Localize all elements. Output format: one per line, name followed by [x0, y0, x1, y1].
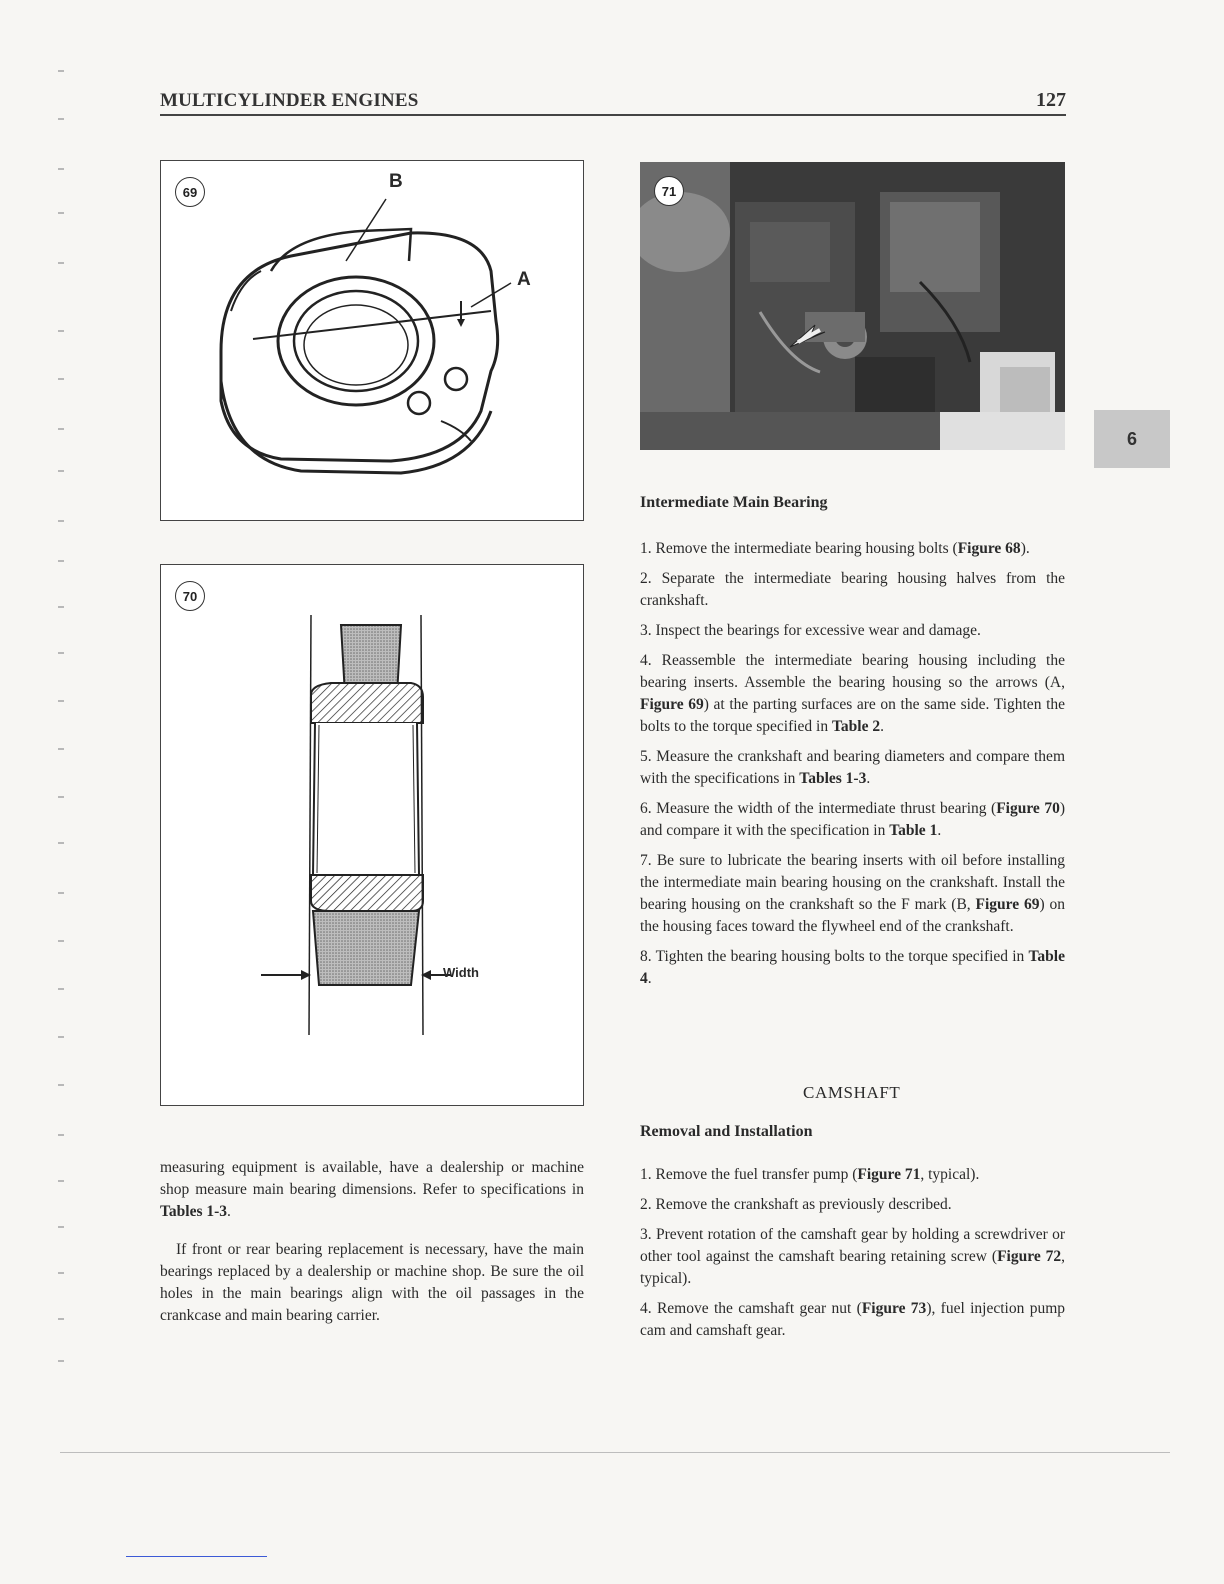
- removal-installation-heading: Removal and Installation: [640, 1123, 813, 1140]
- cam-step-4: 4. Remove the camshaft gear nut (Figure 73), fuel injection pump cam and camshaft gear.: [640, 1300, 1066, 1339]
- page-number: 127: [1036, 89, 1066, 111]
- left-paragraph-2: If front or rear bearing replacement is necessary, have the main bearings replaced by a dealership or machine shop. Be sure the oil holes in the main bearings align with the oil passages in the crankcase and main bearing carrier.: [160, 1241, 584, 1324]
- figure-69: [160, 160, 584, 521]
- intermediate-main-bearing-heading: Intermediate Main Bearing: [640, 494, 828, 511]
- step-5: 5. Measure the crankshaft and bearing diameters and compare them with the specifications in Tables 1-3.: [640, 748, 1065, 787]
- figure-70-width-label: Width: [443, 965, 479, 980]
- step-7: 7. Be sure to lubricate the bearing inserts with oil before installing the intermediate main bearing housing on the crankshaft. Install the bearing housing on the crankshaft so the F mark (B, Figure 69) on the housing faces toward the flywheel end of the crankshaft.: [640, 852, 1065, 935]
- figure-70: [160, 564, 584, 1106]
- footer-link-line: [126, 1556, 267, 1557]
- cam-step-2: 2. Remove the crankshaft as previously described.: [640, 1196, 952, 1213]
- left-column-text: [160, 1157, 584, 1335]
- footer-rule: [60, 1452, 1170, 1453]
- thrust-bearing-drawing: [161, 565, 585, 1107]
- step-6: 6. Measure the width of the intermediate thrust bearing (Figure 70) and compare it with the specification in Table 1.: [640, 800, 1066, 839]
- page-header-title: MULTICYLINDER ENGINES: [160, 90, 419, 111]
- cam-step-3: 3. Prevent rotation of the camshaft gear by holding a screwdriver or other tool against the camshaft bearing retaining screw (Figure 72, typical).: [640, 1226, 1066, 1287]
- left-paragraph-1: measuring equipment is available, have a dealership or machine shop measure main bearing dimensions. Refer to specifications in Tables 1-3.: [160, 1159, 584, 1220]
- step-4: 4. Reassemble the intermediate bearing housing including the bearing inserts. Assemble the bearing housing so the arrows (A, Figure 69) at the parting surfaces are on the same side. Tighten the bolts to the torque specified in Table 2.: [640, 652, 1066, 735]
- figure-71-photo: [640, 162, 1065, 450]
- chapter-tab: 6: [1094, 410, 1170, 468]
- step-1: 1. Remove the intermediate bearing housing bolts (Figure 68).: [640, 540, 1030, 557]
- camshaft-steps-list: [640, 1164, 1065, 1350]
- bearing-housing-drawing: [161, 161, 585, 522]
- header-rule: [160, 114, 1066, 116]
- tables-ref: Tables 1-3: [160, 1203, 228, 1220]
- engine-photo-drawing: [640, 162, 1065, 450]
- figure-69-label-b: B: [389, 171, 403, 192]
- figure-69-label-a: A: [517, 269, 531, 290]
- camshaft-heading: CAMSHAFT: [803, 1083, 901, 1102]
- step-3: 3. Inspect the bearings for excessive wear and damage.: [640, 622, 981, 639]
- step-8: 8. Tighten the bearing housing bolts to the torque specified in Table 4.: [640, 948, 1065, 987]
- figure-69-badge: 69: [175, 177, 205, 207]
- cam-step-1: 1. Remove the fuel transfer pump (Figure 71, typical).: [640, 1166, 980, 1183]
- step-2: 2. Separate the intermediate bearing housing halves from the crankshaft.: [640, 570, 1066, 609]
- figure-70-badge: 70: [175, 581, 205, 611]
- figure-71-badge: 71: [654, 176, 684, 206]
- intermediate-steps-list: [640, 538, 1065, 998]
- binding-marks: [58, 0, 66, 1584]
